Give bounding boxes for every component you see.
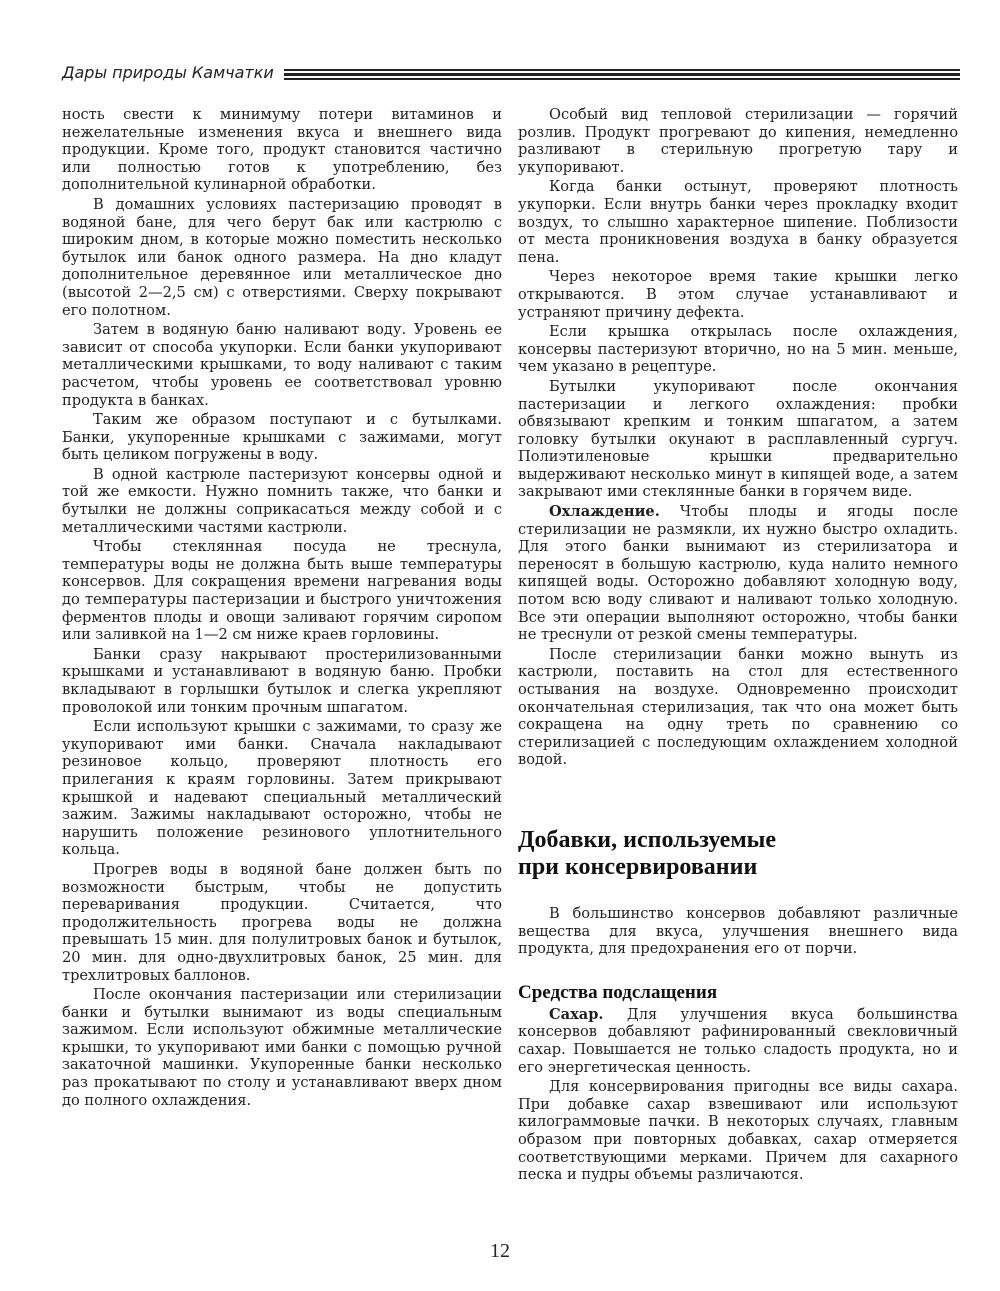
paragraph: После окончания пастеризации или стерилизации банки и бутылки вынимают из воды специальным зажимом. Если используют обжимные металлические крышки, то укупоривают ими банки с помощью ручной закаточной машинки. Укупоренные банки несколько раз прокатывают по столу и устанавливают вверх дном до полного охлаждения. xyxy=(62,986,502,1109)
sugar-paragraph xyxy=(518,1006,958,1076)
left-column xyxy=(62,106,502,1109)
paragraph: В одной кастрюле пастеризуют консервы одной и той же емкости. Нужно помнить также, что банки и бутылки не должны соприкасаться между собой и с металлическими частями кастрюли. xyxy=(62,465,502,536)
paragraph: Затем в водяную баню наливают воду. Уровень ее зависит от способа укупорки. Если банки укупоривают металлическими крышками, то воду наливают с таким расчетом, чтобы уровень ее соответствовал уровню продукта в банках. xyxy=(62,321,502,409)
paragraph: Для консервирования пригодны все виды сахара. При добавке сахар взвешивают или используют килограммовые пачки. В некоторых случаях, главным образом при повторных добавках, сахар отмеряется соответствующими мерками. Причем для сахарного песка и пудры объемы различаются. xyxy=(518,1078,958,1184)
paragraph: Чтобы стеклянная посуда не треснула, температуры воды не должна быть выше температуры консервов. Для сокращения времени нагревания воды до температуры пастеризации и быстрого уничтожения ферментов плоды и овощи заливают горячим сиропом или заливкой на 1—2 см ниже краев горловины. xyxy=(62,538,502,644)
header-rule xyxy=(284,69,960,80)
paragraph: Прогрев воды в водяной бане должен быть по возможности быстрым, чтобы не допустить переваривания продукции. Считается, что продолжительность прогрева воды не должна превышать 15 мин. для полулитровых банок и бутылок, 20 мин. для одно-двухлитровых банок, 25 мин. для трехлитровых баллонов. xyxy=(62,860,502,984)
subheading: Средства подслащения xyxy=(518,981,718,1003)
cooling-paragraph xyxy=(518,503,958,644)
paragraph: ность свести к минимуму потери витаминов и нежелательные изменения вкуса и внешнего вида продукции. Кроме того, продукт становится частично или полностью готов к употреблению, без дополнительной кулинарной обработки. xyxy=(62,106,502,194)
paragraph: После стерилизации банки можно вынуть из кастрюли, поставить на стол для естественного остывания на воздухе. Одновременно происходит окончательная стерилизация, так что она может быть сокращена на одну треть по сравнению со стерилизацией с последующим охлаждением холодной водой. xyxy=(518,645,958,769)
paragraph: Если крышка открылась после охлаждения, консервы пастеризуют вторично, но на 5 мин. меньше, чем указано в рецептуре. xyxy=(518,323,958,376)
paragraph: Особый вид тепловой стерилизации — горячий розлив. Продукт прогревают до кипения, немедленно разливают в стерильную прогретую тару и укупоривают. xyxy=(518,106,958,176)
running-header-title: Дары природы Камчатки xyxy=(62,63,274,82)
section-heading xyxy=(518,827,958,881)
sugar-term: Сахар. xyxy=(549,1005,604,1023)
cooling-text: Чтобы плоды и ягоды после стерилизации не размякли, их нужно быстро охладить. Для этого банки вынимают из стерилизатора и переносят в большую кастрюлю, куда налито немного кипящей воды. Осторожно добавляют холодную воду, потом всю воду сливают и наливают только холодную. Все эти операции выполняют осторожно, чтобы банки не треснули от резкой смены температуры. xyxy=(518,503,958,644)
paragraph: Когда банки остынут, проверяют плотность укупорки. Если внутрь банки через прокладку входит воздух, то слышно характерное шипение. Поблизости от места проникновения воздуха в банку образуется пена. xyxy=(518,178,958,266)
paragraph: Таким же образом поступают и с бутылками. Банки, укупоренные крышками с зажимами, могут быть целиком погружены в воду. xyxy=(62,411,502,464)
running-header xyxy=(62,62,960,86)
section-heading-line: Добавки, используемые xyxy=(518,826,777,853)
paragraph: Если используют крышки с зажимами, то сразу же укупоривают ими банки. Сначала накладывают резиновое кольцо, проверяют плотность его прилегания к краям горловины. Затем прикрывают крышкой и надевают специальный металлический зажим. Зажимы накладывают осторожно, чтобы не нарушить положение резинового уплотнительного кольца. xyxy=(62,718,502,859)
right-column xyxy=(518,106,958,1184)
section-heading-line: при консервировании xyxy=(518,853,758,880)
paragraph: Банки сразу накрывают простерилизованными крышками и устанавливают в водяную баню. Пробки вкладывают в горлышки бутылок и слегка укрепляют проволокой или тонким прочным шпагатом. xyxy=(62,645,502,716)
sugar-text: Для улучшения вкуса большинства консервов добавляют рафинированный свекловичный сахар. Повышается не только сладость продукта, но и его энергетическая ценность. xyxy=(518,1005,958,1076)
section-intro: В большинство консервов добавляют различные вещества для вкуса, улучшения внешнего вида продукта, для предохранения его от порчи. xyxy=(518,904,958,958)
page-number: 12 xyxy=(490,1240,510,1262)
paragraph: Через некоторое время такие крышки легко открываются. В этом случае устанавливают и устраняют причину дефекта. xyxy=(518,268,958,321)
paragraph: Бутылки укупоривают после окончания пастеризации и легкого охлаждения: пробки обвязывают крепким и тонким шпагатом, а затем головку бутылки окунают в расплавленный сургуч. Полиэтиленовые крышки предварительно выдерживают несколько минут в кипящей воде, а затем закрывают ими стеклянные банки в горячем виде. xyxy=(518,377,958,501)
paragraph: В домашних условиях пастеризацию проводят в водяной бане, для чего берут бак или кастрюлю с широким дном, в которые можно поместить несколько бутылок или банок одного размера. На дно кладут дополнительное деревянное или металлическое дно (высотой 2—2,5 см) с отверстиями. Сверху покрывают его полотном. xyxy=(62,195,502,319)
cooling-term: Охлаждение. xyxy=(549,503,660,521)
